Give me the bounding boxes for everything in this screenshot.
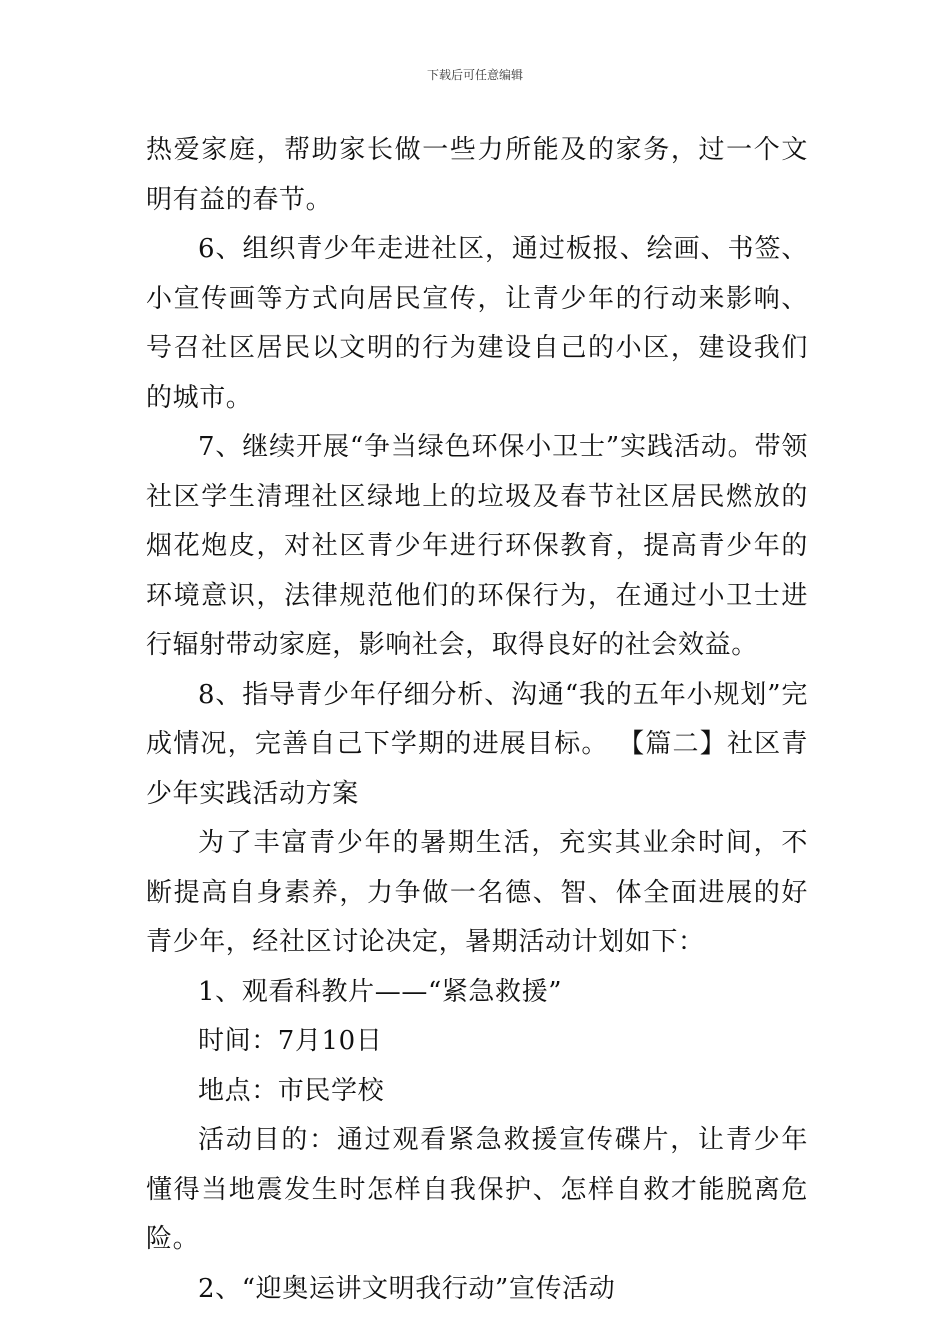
paragraph-5: 为了丰富青少年的暑期生活，充实其业余时间，不断提高自身素养，力争做一名德、智、体全面进展的好青少年，经社区讨论决定，暑期活动计划如下：: [146, 828, 808, 957]
paragraph-1: 热爱家庭，帮助家长做一些力所能及的家务，过一个文明有益的春节。: [146, 135, 808, 215]
paragraph-3: 7、继续开展“争当绿色环保小卫士”实践活动。带领社区学生清理社区绿地上的垃圾及春节社区居民燃放的烟花炮皮，对社区青少年进行环保教育，提高青少年的环境意识，法律规范他们的环保行为，在通过小卫士进行辐射带动家庭，影响社会，取得良好的社会效益。: [146, 432, 808, 660]
paragraph-8: 地点：市民学校: [198, 1075, 385, 1106]
paragraph-7: 时间：7月10日: [198, 1026, 383, 1056]
paragraph-2: 6、组织青少年走进社区，通过板报、绘画、书签、小宣传画等方式向居民宣传，让青少年的行动来影响、号召社区居民以文明的行为建设自己的小区，建设我们的城市。: [146, 234, 808, 413]
header-note: 下载后可任意编辑: [426, 68, 523, 82]
paragraph-9: 活动目的：通过观看紧急救援宣传碟片，让青少年懂得当地震发生时怎样自我保护、怎样自救才能脱离危险。: [146, 1125, 808, 1254]
document-body: [146, 126, 808, 1314]
paragraph-4: 8、指导青少年仔细分析、沟通“我的五年小规划”完成情况，完善自己下学期的进展目标。 【篇二】社区青少年实践活动方案: [146, 679, 808, 809]
paragraph-6: 1、观看科教片——“紧急救援”: [198, 976, 563, 1007]
paragraph-10: 2、“迎奥运讲文明我行动”宣传活动: [198, 1273, 616, 1304]
